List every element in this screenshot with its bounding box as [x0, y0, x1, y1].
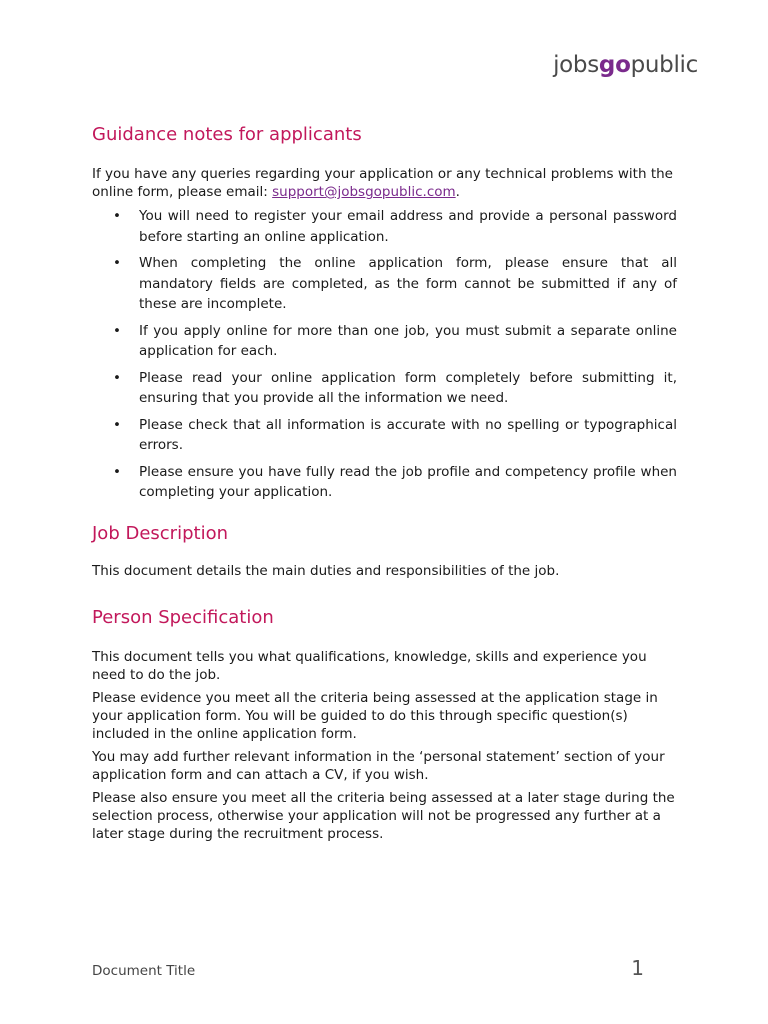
bullet-text: You will need to register your email address and provide a personal password before starting an online application. [139, 208, 677, 245]
footer-document-title: Document Title [92, 963, 196, 979]
guidance-bullet-list [92, 206, 677, 503]
logo-text-go: go [598, 52, 631, 78]
guidance-intro-end: . [455, 184, 460, 200]
page-number: 1 [631, 956, 644, 980]
guidance-intro-text: If you have any queries regarding your application or any technical problems with the online form, please email: [92, 166, 673, 200]
list-item [92, 253, 677, 315]
bullet-glyph: • [113, 463, 121, 480]
bullet-glyph: • [113, 416, 121, 433]
bullet-glyph: • [113, 369, 121, 386]
list-item [92, 415, 677, 456]
list-item [92, 462, 677, 503]
bullet-text: Please ensure you have fully read the job profile and competency profile when completing your application. [139, 463, 677, 500]
bullet-text: Please check that all information is accurate with no spelling or typographical errors. [139, 416, 677, 453]
logo-text-public: public [630, 52, 698, 78]
list-item [92, 321, 677, 362]
person-spec-paragraph: Please evidence you meet all the criteria being assessed at the application stage in your application form. You will be guided to do this through specific question(s) included in the online application form. [92, 689, 658, 742]
support-email-link[interactable]: support@jobsgopublic.com [272, 184, 456, 200]
list-item [92, 368, 677, 409]
bullet-glyph: • [113, 255, 121, 271]
job-description-text: This document details the main duties and responsibilities of the job. [92, 562, 560, 579]
logo-text-jobs: jobs [553, 52, 599, 78]
bullet-glyph: • [113, 322, 121, 339]
person-spec-paragraph: Please also ensure you meet all the criteria being assessed at a later stage during the selection process, otherwise your application will not be progressed any further at a later stage during the recruitment process. [92, 789, 675, 842]
list-item [92, 206, 677, 247]
document-body [92, 120, 677, 843]
bullet-glyph: • [113, 208, 121, 224]
person-spec-paragraph: This document tells you what qualifications, knowledge, skills and experience you need to do the job. [92, 648, 647, 683]
job-description-heading: Job Description [92, 522, 228, 544]
person-spec-paragraph: You may add further relevant information in the ‘personal statement’ section of your application form and can attach a CV, if you wish. [92, 748, 665, 783]
jobsgopublic-logo [553, 52, 698, 78]
bullet-text: Please read your online application form completely before submitting it, ensuring that you provide all the information we need. [139, 369, 677, 406]
guidance-intro [92, 165, 677, 201]
bullet-text: If you apply online for more than one job, you must submit a separate online application for each. [139, 322, 677, 359]
bullet-text: When completing the online application form, please ensure that all mandatory fields are completed, as the form cannot be submitted if any of these are incomplete. [139, 255, 677, 312]
guidance-heading: Guidance notes for applicants [92, 124, 362, 145]
person-specification-heading: Person Specification [92, 606, 274, 628]
